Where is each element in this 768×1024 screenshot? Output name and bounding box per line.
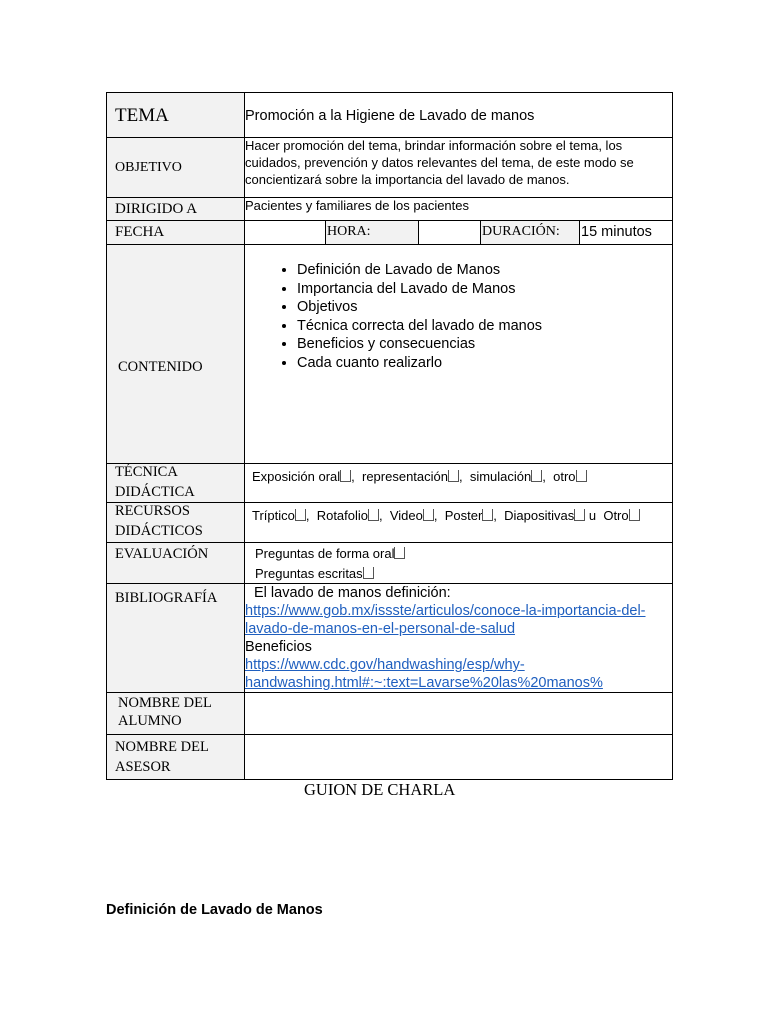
tecnica-value-cell	[244, 463, 673, 503]
bibliografia-link[interactable]: https://www.gob.mx/issste/articulos/conoce-la-importancia-del-	[245, 603, 646, 619]
fecha-value-cell	[244, 220, 326, 245]
option-label: Rotafolio	[316, 508, 369, 523]
option-label: representación	[362, 469, 448, 484]
duracion-label: DURACIÓN:	[482, 224, 560, 239]
checkbox-icon[interactable]	[394, 547, 405, 559]
option-label: Otro	[603, 508, 629, 523]
asesor-label-line: ASESOR	[115, 759, 171, 775]
bibliografia-label: BIBLIOGRAFÍA	[115, 590, 218, 606]
alumno-label-line: NOMBRE DEL	[118, 695, 212, 711]
section-heading: Definición de Lavado de Manos	[106, 902, 323, 918]
option-connector: u	[588, 508, 597, 523]
alumno-label-cell	[106, 692, 245, 735]
tema-value: Promoción a la Higiene de Lavado de manos	[245, 108, 535, 124]
checkbox-icon[interactable]	[423, 509, 434, 521]
bibliografia-text: El lavado de manos definición:	[254, 585, 451, 601]
recursos-options: Tríptico , Rotafolio , Video , Poster , Diapositivas u Otro	[252, 508, 640, 523]
dirigido-value-cell	[244, 197, 673, 221]
option-label: simulación	[469, 469, 532, 484]
checkbox-icon[interactable]	[368, 509, 379, 521]
tema-label: TEMA	[115, 105, 169, 126]
option-label: Video	[389, 508, 423, 523]
option-label: Diapositivas	[504, 508, 575, 523]
list-item: • Definición de Lavado de Manos	[297, 261, 542, 280]
list-item: • Beneficios y consecuencias	[297, 335, 542, 354]
bibliografia-link[interactable]: https://www.cdc.gov/handwashing/esp/why-	[245, 657, 525, 673]
list-item: • Técnica correcta del lavado de manos	[297, 317, 542, 336]
option-label: Tríptico	[252, 508, 295, 523]
alumno-value-cell[interactable]	[244, 692, 673, 735]
evaluacion-label: EVALUACIÓN	[115, 546, 209, 562]
recursos-label-line: DIDÁCTICOS	[115, 523, 203, 539]
tecnica-label-line: TÉCNICA	[115, 464, 178, 480]
hora-label-cell	[325, 220, 419, 245]
checkbox-icon[interactable]	[629, 509, 640, 521]
list-item: • Importancia del Lavado de Manos	[297, 280, 542, 299]
recursos-label-cell	[106, 502, 245, 543]
fecha-label-cell	[106, 220, 245, 245]
checkbox-icon[interactable]	[448, 470, 459, 482]
page-caption: GUION DE CHARLA	[304, 780, 456, 799]
alumno-label-line: ALUMNO	[118, 713, 182, 729]
list-item: • Cada cuanto realizarlo	[297, 354, 542, 373]
checkbox-icon[interactable]	[340, 470, 351, 482]
dirigido-label-cell	[106, 197, 245, 221]
bibliografia-link[interactable]: handwashing.html#:~:text=Lavarse%20las%20manos%	[245, 675, 603, 691]
checkbox-icon[interactable]	[574, 509, 585, 521]
objetivo-label-cell	[106, 137, 245, 198]
asesor-label-line: NOMBRE DEL	[115, 739, 209, 755]
bibliografia-text: Beneficios	[245, 639, 312, 655]
checkbox-icon[interactable]	[531, 470, 542, 482]
tema-value-cell	[244, 92, 673, 138]
dirigido-value: Pacientes y familiares de los pacientes	[245, 198, 470, 213]
bibliografia-label-cell	[106, 583, 245, 693]
objetivo-line: cuidados, prevención y datos relevantes del tema, de este modo se	[245, 155, 634, 170]
list-item: • Objetivos	[297, 298, 542, 317]
option-label: Preguntas escritas	[255, 566, 363, 581]
option-label: Exposición oral	[252, 469, 341, 484]
objetivo-line: Hacer promoción del tema, brindar información sobre el tema, los	[245, 138, 623, 153]
evaluacion-label-cell	[106, 542, 245, 584]
tecnica-options: Exposición oral , representación , simulación , otro	[252, 469, 587, 484]
hora-label: HORA:	[327, 224, 371, 239]
evaluacion-value-cell	[244, 542, 673, 584]
option-label: Preguntas de forma oral	[255, 546, 395, 561]
asesor-label-cell	[106, 734, 245, 780]
recursos-value-cell	[244, 502, 673, 543]
checkbox-icon[interactable]	[482, 509, 493, 521]
checkbox-icon[interactable]	[363, 567, 374, 579]
objetivo-label: OBJETIVO	[115, 160, 182, 175]
duracion-value: 15 minutos	[581, 224, 652, 240]
contenido-label-cell	[106, 244, 245, 464]
tecnica-label-cell	[106, 463, 245, 503]
duracion-label-cell	[480, 220, 580, 245]
checkbox-icon[interactable]	[295, 509, 306, 521]
fecha-label: FECHA	[115, 224, 165, 240]
bibliografia-value-cell	[244, 583, 673, 693]
contenido-list	[275, 261, 542, 372]
option-label: otro	[553, 469, 576, 484]
tecnica-label-line: DIDÁCTICA	[115, 484, 195, 500]
evaluacion-option	[255, 546, 405, 561]
objetivo-line: concientizará sobre la importancia del lavado de manos.	[245, 172, 570, 187]
contenido-label: CONTENIDO	[118, 359, 203, 375]
guion-table	[106, 92, 673, 780]
hora-value-cell	[418, 220, 481, 245]
dirigido-label: DIRIGIDO A	[115, 201, 198, 217]
evaluacion-option	[255, 566, 374, 581]
tema-label-cell	[106, 92, 245, 138]
checkbox-icon[interactable]	[576, 470, 587, 482]
duracion-value-cell	[579, 220, 673, 245]
option-label: Poster	[444, 508, 483, 523]
bibliografia-link[interactable]: lavado-de-manos-en-el-personal-de-salud	[245, 621, 516, 637]
contenido-value-cell	[244, 244, 673, 464]
recursos-label-line: RECURSOS	[115, 503, 190, 519]
objetivo-value-cell	[244, 137, 673, 198]
asesor-value-cell[interactable]	[244, 734, 673, 780]
